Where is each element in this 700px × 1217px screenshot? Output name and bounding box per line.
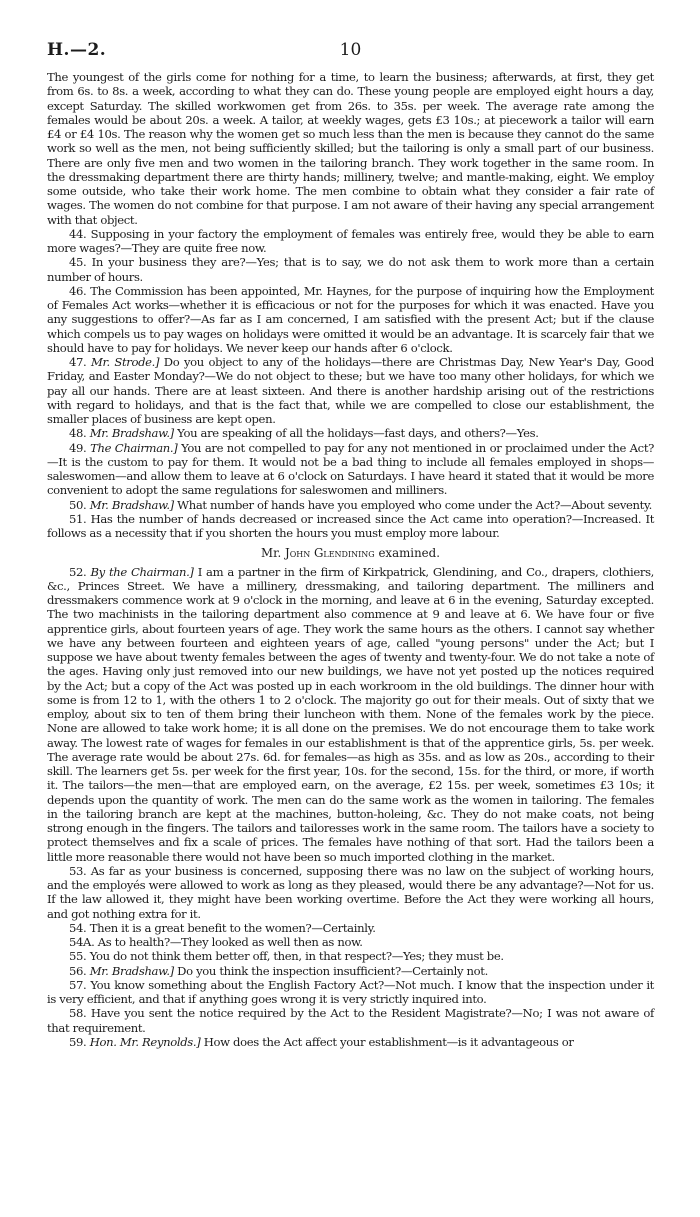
question-text: I am a partner in the firm of Kirkpatrick, Glendining, and Co., drapers, clothiers, &c., Princes Street. We have a millinery, dressmaking, and tailoring department. The milliners and dressmakers commence work at 9 o'clock in the morning, and leave at 6 in the evening, Saturday excepted. The two machinists in the tailoring department also commence at 9 and leave at 6. We have four or five apprentice girls, about fourteen years of age. They work the same hours as the others. I cannot say whether we have any between fourteen and eighteen years of age, called "young persons" under the Act; but I suppose we have about twenty females between the ages of twenty and twenty-four. We do not take a note of the ages. Having only just removed into our new buildings, we have not yet posted up the notices required by the Act; but a copy of the Act was posted up in each workroom in the old buildings. The dinner hour with some is from 12 to 1, with the others 1 to 2 o'clock. The majority go out for their meals. Out of sixty that we employ, about six to ten of them bring their luncheon with them. None of the females work by the piece. None are allowed to take work home; it is all done on the premises. We do not encourage them to take work away. The lowest rate of wages for females in our establishment is that of the apprentice girls, 5s. per week. The average rate would be about 27s. 6d. for females—as high as 35s. and as low as 20s., according to their skill. The learners get 5s. per week for the first year, 10s. for the second, 15s. for the third, or more, if worth it. The tailors—the men—that are employed earn, on the average, £2 15s. per week, sometimes £3 10s; it depends upon the quantity of work. The men can do the same work as the women in tailoring. The females in the tailoring branch are kept at the machines, button-holeing, &c. They do not make coats, not being strong enough in the fingers. The tailors and tailoresses work in the same room. The tailors have a society to protect themselves and fix a scale of prices. The females have nothing of that sort. Had the tailors been a little more reasonable there would not have been so much imported clothing in the market.: [47, 564, 655, 864]
question-55: 55. You do not think them better off, then, in that respect?—Yes; they must be.: [69, 949, 504, 964]
speaker: Mr. Bradshaw.]: [89, 426, 174, 441]
question-54: 54. Then it is a great benefit to the women?—Certainly.: [69, 920, 376, 935]
question-text: You are speaking of all the holidays—fast days, and others?—Yes.: [177, 426, 539, 441]
question-number: 47.: [69, 355, 87, 369]
page-header: [47, 40, 654, 70]
question-text: Do you object to any of the holidays—there are Christmas Day, New Year's Day, Good Friday, and Easter Monday?—We do not object to these; but we have too many other holidays, for which we pay all our hands. There are at least sixteen. And there is another hardship arising out of the restrictions with regard to holidays, and that is the fact that, while we are compelled to close our establishment, the smaller places of business are kept open.: [47, 355, 654, 426]
question-text: Do you think the inspection insufficient?—Certainly not.: [177, 963, 488, 978]
speaker: Mr. Bradshaw.]: [89, 963, 174, 978]
question-number: 59.: [69, 1034, 87, 1049]
question-57: 57. You know something about the English Factory Act?—Not much. I know that the inspection under it is very efficient, and that if anything goes wrong it is very strictly inquired into.: [47, 977, 654, 1006]
question-45: 45. In your business they are?—Yes; that is to say, we do not ask them to work more than a certain number of hours.: [47, 255, 654, 284]
witness-suffix: examined.: [378, 546, 440, 561]
question-text: What number of hands have you employed who come under the Act?—About seventy.: [177, 497, 652, 512]
speaker: Hon. Mr. Reynolds.]: [89, 1034, 201, 1049]
question-52: [47, 565, 654, 864]
page-number: 10: [339, 40, 362, 60]
speaker: By the Chairman.]: [90, 564, 194, 579]
speaker: Mr. Bradshaw.]: [89, 497, 174, 512]
question-44: 44. Supposing in your factory the employment of females was entirely free, would they be able to earn more wages?—They are quite free now.: [47, 226, 654, 255]
question-56: [47, 964, 654, 978]
question-49: [47, 441, 654, 498]
question-58: 58. Have you sent the notice required by the Act to the Resident Magistrate?—No; I was not aware of that requirement.: [47, 1006, 654, 1035]
document-body: [47, 70, 654, 1049]
document-id: H.—2.: [47, 40, 107, 60]
question-50: [47, 498, 654, 512]
question-number: 52.: [69, 564, 87, 579]
speaker: Mr. Strode.]: [91, 355, 160, 369]
question-59: [47, 1035, 654, 1049]
question-46: 46. The Commission has been appointed, Mr. Haynes, for the purpose of inquiring how the Employment of Females Act works—whether it is efficacious or not for the purposes for which it was enacted. Have you any suggestions to offer?—As far as I am concerned, I am satisfied with the present Act; but if the clause which compels us to pay wages on holidays were omitted it would be an advantage. It is scarcely fair that we should have to pay for holidays. We never keep our hands after 6 o'clock.: [47, 283, 654, 355]
question-47: [47, 355, 654, 426]
question-51: 51. Has the number of hands decreased or increased since the Act came into operation?—Increased. It follows as a necessity that if you shorten the hours you must employ more labour.: [47, 511, 654, 540]
witness-name: John Glendining: [284, 546, 375, 561]
question-number: 48.: [69, 426, 87, 441]
question-text: How does the Act affect your establishment—is it advantageous or: [203, 1034, 574, 1049]
question-number: 56.: [69, 963, 87, 978]
witness-heading: [47, 546, 654, 560]
speaker: The Chairman.]: [90, 440, 178, 455]
question-54a: 54A. As to health?—They looked as well then as now.: [69, 935, 363, 949]
question-53: 53. As far as your business is concerned, supposing there was no law on the subject of working hours, and the employés were allowed to work as long as they pleased, would there be any advantage?—Not for us. If the law allowed it, they might have been working overtime. Before the Act they were working all hours, and got nothing extra for it.: [47, 863, 654, 921]
question-number: 49.: [69, 440, 87, 455]
question-48: [47, 426, 654, 440]
witness-prefix: Mr.: [261, 546, 282, 561]
question-number: 50.: [69, 497, 87, 512]
paragraph-intro: The youngest of the girls come for nothing for a time, to learn the business; afterwards, at first, they get from 6s. to 8s. a week, according to what they can do. These young people are employed eight hours a day, except Saturday. The skilled workwomen get from 26s. to 35s. per week. The average rate among the females would be about 20s. a week. A tailor, at weekly wages, gets £3 10s.; at piecework a tailor will earn £4 or £4 10s. The reason why the women get so much less than the men is because they cannot do the same work so well as the men, not being sufficiently skilled; but the tailoring is only a small part of our business. There are only five men and two women in the tailoring branch. They work together in the same room. In the dressmaking department there are thirty hands; millinery, twelve; and mantle-making, eight. We employ some outside, who take their work home. The men combine to obtain what they consider a fair rate of wages. The women do not combine for that purpose. I am not aware of their having any special arrangement with that object.: [47, 70, 654, 227]
question-text: You are not compelled to pay for any not mentioned in or proclaimed under the Act?—It is the custom to pay for them. It would not be a bad thing to include all females employed in shops—saleswomen—and allow them to leave at 6 o'clock on Saturdays. I have heard it stated that it would be more convenient to adopt the same regulations for saleswomen and milliners.: [47, 440, 655, 498]
